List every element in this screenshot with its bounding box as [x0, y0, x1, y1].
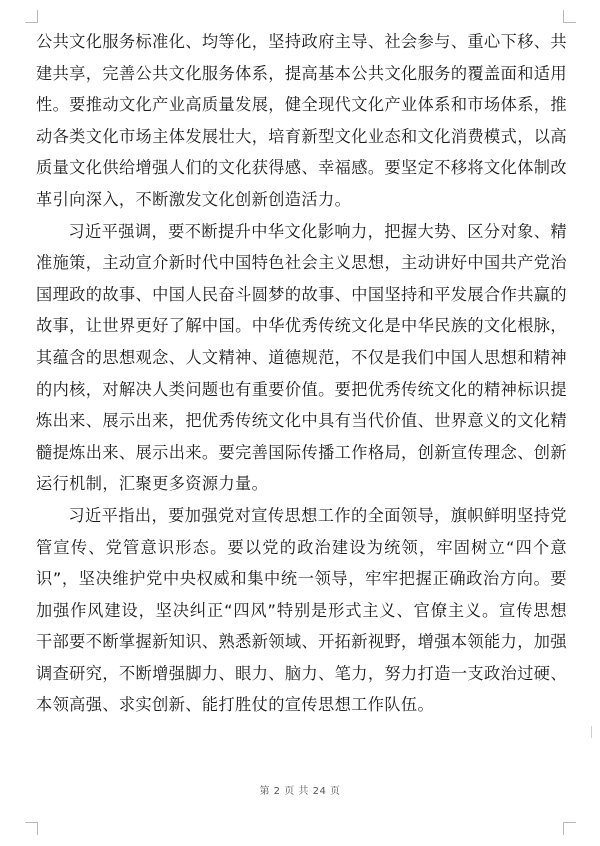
- paragraph-2: 习近平强调，要不断提升中华文化影响力，把握大势、区分对象、精准施策，主动宣介新时代中国特色社会主义思想，主动讲好中国共产党治国理政的故事、中国人民奋斗圆梦的故事、中国坚持和平发展合作共赢的故事，让世界更好了解中国。中华优秀传统文化是中华民族的文化根脉，其蕴含的思想观念、人文精神、道德规范，不仅是我们中国人思想和精神的内核，对解决人类问题也有重要价值。要把优秀传统文化的精神标识提炼出来、展示出来，把优秀传统文化中具有当代价值、世界意义的文化精髓提炼出来、展示出来。要完善国际传播工作格局，创新宣传理念、创新运行机制，汇聚更多资源力量。: [36, 221, 567, 494]
- paragraph-1: 公共文化服务标准化、均等化，坚持政府主导、社会参与、重心下移、共建共享，完善公共文化服务体系，提高基本公共文化服务的覆盖面和适用性。要推动文化产业高质量发展，健全现代文化产业体系和市场体系，推动各类文化市场主体发展壮大，培育新型文化业态和文化消费模式，以高质量文化供给增强人们的文化获得感、幸福感。要坚定不移将文化体制改革引向深入，不断激发文化创新创造活力。: [36, 32, 567, 209]
- crop-mark-top-right: [563, 10, 576, 23]
- margin-mark: [591, 726, 598, 738]
- crop-mark-top-left: [25, 10, 38, 23]
- paragraph-3: 习近平指出，要加强党对宣传思想工作的全面领导，旗帜鲜明坚持党管宣传、党管意识形态。要以党的政治建设为统领，牢固树立“四个意识”，坚决维护党中央权威和集中统一领导，牢牢把握正确政治方向。要加强作风建设，坚决纠正“四风”特别是形式主义、官僚主义。宣传思想干部要不断掌握新知识、熟悉新领域、开拓新视野，增强本领能力，加强调查研究，不断增强脚力、眼力、脑力、笔力，努力打造一支政治过硬、本领高强、求实创新、能打胜仗的宣传思想工作队伍。: [36, 505, 567, 715]
- body-text: [36, 26, 567, 721]
- crop-mark-bottom-right: [563, 822, 576, 835]
- page-footer: 第 2 页 共 24 页: [259, 786, 341, 797]
- crop-mark-bottom-left: [25, 822, 38, 835]
